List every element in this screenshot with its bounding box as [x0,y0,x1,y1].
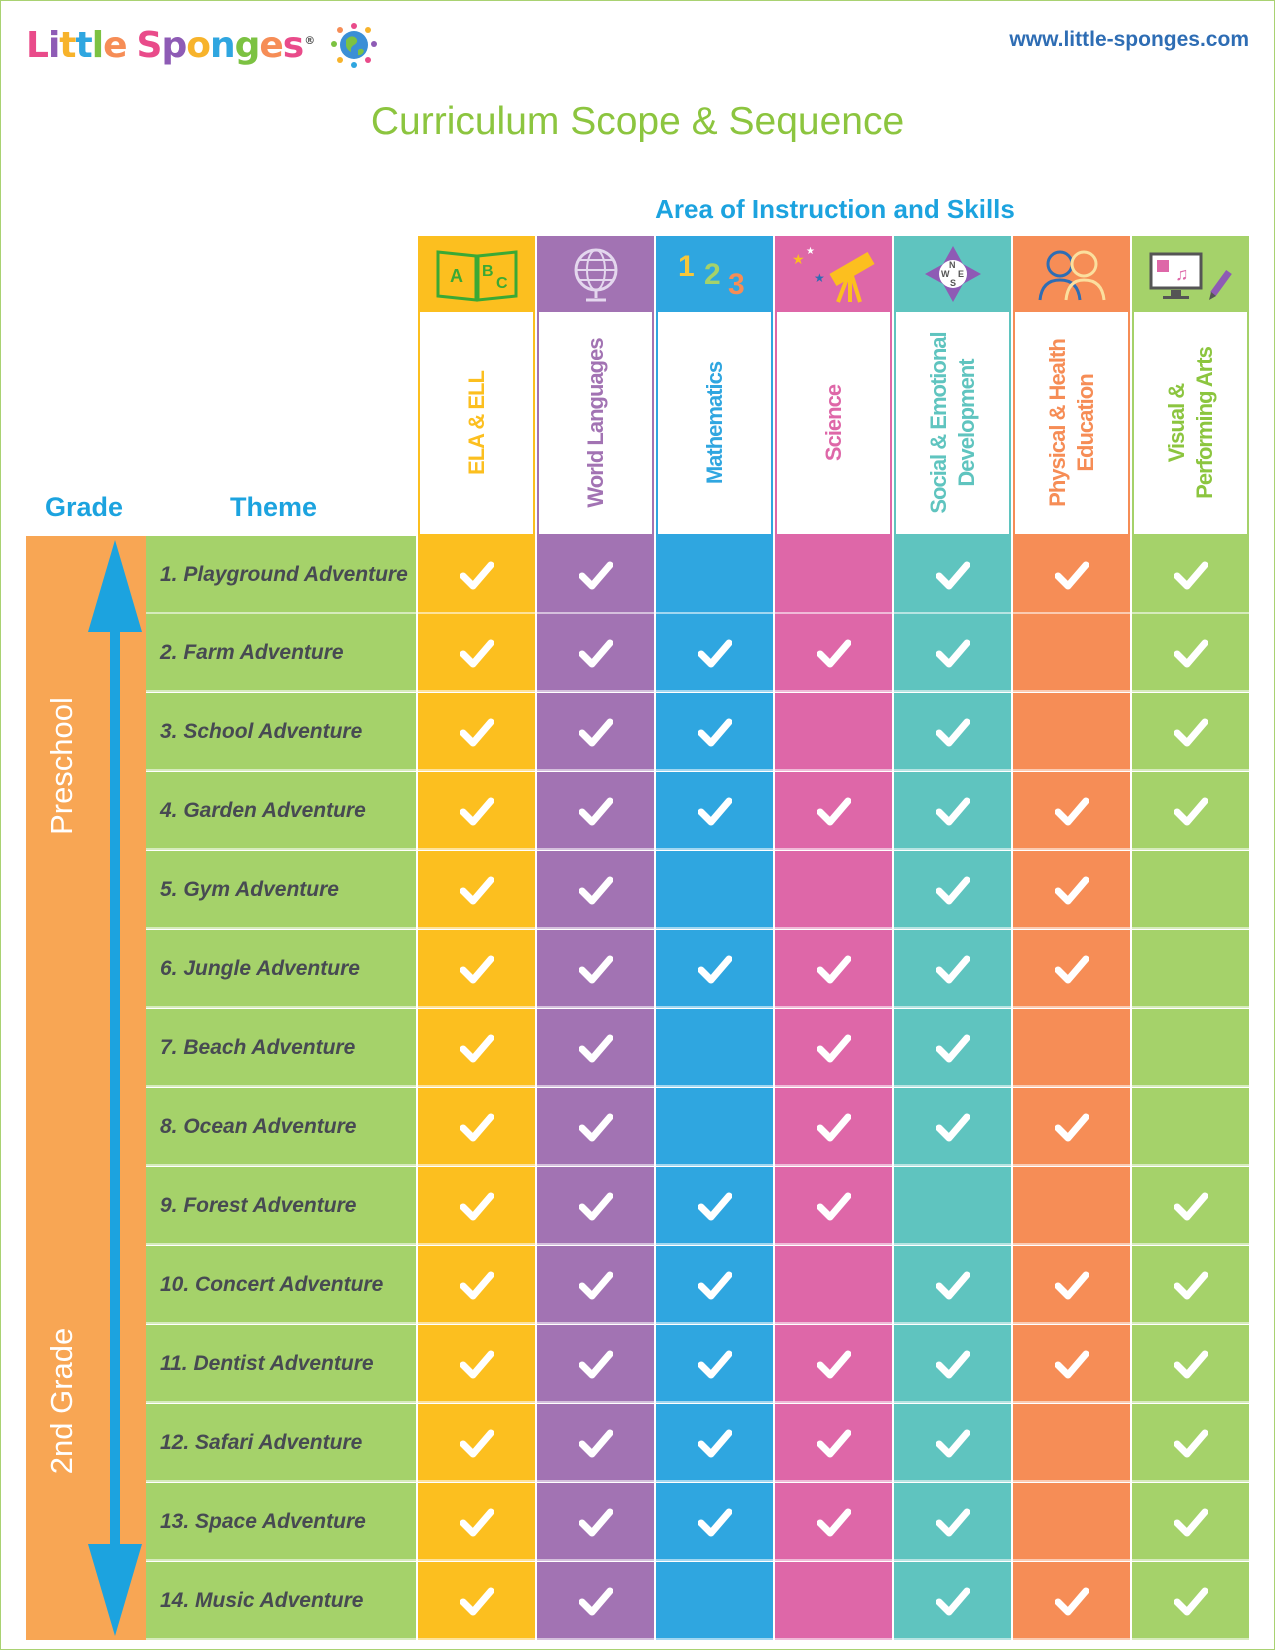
table-cell [537,1404,654,1482]
check-icon [817,796,851,826]
table-cell [894,614,1011,692]
column-label [1132,312,1249,536]
svg-text:N: N [948,260,955,270]
table-cell [656,693,773,771]
check-icon [817,1507,851,1537]
table-cell [1132,1325,1249,1403]
check-icon [817,1112,851,1142]
check-icon [460,1191,494,1221]
table-cell [1132,536,1249,614]
column-label [775,312,892,536]
check-icon [936,954,970,984]
table-cell [418,930,535,1008]
svg-text:C: C [495,275,508,292]
table-cell [894,930,1011,1008]
row-divider [146,1401,1250,1403]
table-cell [1013,536,1130,614]
table-cell [1132,614,1249,692]
grade-header: Grade [45,492,124,522]
check-icon [1055,560,1089,590]
row-divider [146,848,1250,850]
column-header-abc-book [418,236,535,536]
theme-label: 9. Forest Adventure [146,1167,416,1245]
abc-book-icon [418,236,535,312]
table-cell [894,772,1011,850]
table-cell [1132,1167,1249,1245]
table-cell [656,1562,773,1640]
check-icon [1174,1270,1208,1300]
check-icon [936,1270,970,1300]
grade-bar [26,536,146,1640]
svg-text:★: ★ [813,271,825,285]
column-label-line: Physical & Health [1044,339,1070,507]
check-icon [1174,1586,1208,1616]
theme-label: 5. Gym Adventure [146,851,416,929]
table-cell [1013,1246,1130,1324]
svg-text:2: 2 [703,258,721,291]
table-cell [1132,1088,1249,1166]
theme-label: 2. Farm Adventure [146,614,416,692]
svg-text:3: 3 [727,268,745,301]
row-divider [146,1085,1250,1087]
check-icon [579,1191,613,1221]
table-cell [537,1562,654,1640]
check-icon [1055,796,1089,826]
table-row [146,614,1250,692]
table-row [146,1167,1250,1245]
check-icon [1055,1112,1089,1142]
table-cell [775,930,892,1008]
svg-text:★: ★ [791,251,805,267]
column-label [418,312,535,536]
check-icon [460,1270,494,1300]
svg-text:1: 1 [677,250,695,283]
table-cell [775,1325,892,1403]
check-icon [698,1270,732,1300]
svg-text:★: ★ [805,246,815,257]
theme-label: 14. Music Adventure [146,1562,416,1640]
table-cell [418,1483,535,1561]
check-icon [460,875,494,905]
table-row [146,851,1250,929]
check-icon [817,1033,851,1063]
table-cell [1132,1009,1249,1087]
check-icon [1174,1428,1208,1458]
table-cell [537,1325,654,1403]
theme-header: Theme [230,492,318,522]
column-label-line: Performing Arts [1191,347,1217,499]
table-cell [1132,1562,1249,1640]
table-cell [656,1404,773,1482]
check-icon [579,1428,613,1458]
table-row [146,1562,1250,1640]
table-cell [1132,851,1249,929]
check-icon [579,638,613,668]
table-cell [775,614,892,692]
table-cell [1013,1088,1130,1166]
table-cell [1013,1562,1130,1640]
numbers-icon [656,236,773,312]
theme-label: 12. Safari Adventure [146,1404,416,1482]
theme-label: 1. Playground Adventure [146,536,416,614]
check-icon [817,638,851,668]
table-cell [1013,930,1130,1008]
theme-label: 7. Beach Adventure [146,1009,416,1087]
check-icon [460,954,494,984]
website-url[interactable]: www.little-sponges.com [1009,28,1249,51]
table-cell [775,1483,892,1561]
table-cell [1132,693,1249,771]
table-cell [656,851,773,929]
table-cell [1132,930,1249,1008]
table-cell [418,1009,535,1087]
brand-name: Little Sponges® [26,24,315,66]
table-cell [418,536,535,614]
table-cell [775,1088,892,1166]
check-icon [936,1428,970,1458]
check-icon [817,954,851,984]
globe-kids-icon [328,20,380,70]
table-cell [775,772,892,850]
column-label-line: Science [820,384,846,462]
check-icon [579,1112,613,1142]
check-icon [936,1112,970,1142]
check-icon [460,1033,494,1063]
table-cell [1013,1167,1130,1245]
check-icon [936,1033,970,1063]
table-cell [1013,1009,1130,1087]
column-header-art-screen [1132,236,1249,536]
column-label-line: Development [953,359,979,487]
check-icon [460,638,494,668]
globe-icon [537,236,654,312]
check-icon [579,717,613,747]
check-icon [936,638,970,668]
grade-end-label: 2nd Grade [44,1327,79,1475]
theme-label: 6. Jungle Adventure [146,930,416,1008]
column-label-line: World Languages [582,338,608,508]
table-cell [537,693,654,771]
table-cell [537,1088,654,1166]
check-icon [460,796,494,826]
column-header-compass [894,236,1011,536]
table-row [146,1088,1250,1166]
check-icon [460,1112,494,1142]
column-label-line: Visual & [1163,383,1189,463]
check-icon [1055,1586,1089,1616]
check-icon [817,1349,851,1379]
check-icon [936,717,970,747]
row-divider [146,1559,1250,1561]
check-icon [1055,1349,1089,1379]
table-cell [1013,614,1130,692]
table-row [146,693,1250,771]
table-cell [418,1246,535,1324]
check-icon [1174,1191,1208,1221]
table-cell [537,1167,654,1245]
table-cell [656,1483,773,1561]
table-cell [656,1167,773,1245]
table-cell [1013,1404,1130,1482]
table-cell [656,536,773,614]
table-cell [1132,1246,1249,1324]
table-cell [894,1088,1011,1166]
theme-label: 11. Dentist Adventure [146,1325,416,1403]
table-cell [656,614,773,692]
telescope-icon [775,236,892,312]
column-label [537,312,654,536]
logo[interactable] [26,20,380,70]
table-cell [894,1404,1011,1482]
column-label [1013,312,1130,536]
table-cell [775,693,892,771]
table-cell [894,1246,1011,1324]
table-cell [418,614,535,692]
table-row [146,1009,1250,1087]
table-cell [894,1167,1011,1245]
table-cell [775,1246,892,1324]
table-cell [418,772,535,850]
table-cell [1132,772,1249,850]
table-cell [894,1009,1011,1087]
column-header-telescope [775,236,892,536]
table-cell [894,536,1011,614]
table-cell [418,851,535,929]
column-label-line: ELA & ELL [463,371,489,475]
check-icon [579,875,613,905]
grade-start-label: Preschool [44,697,79,835]
art-screen-icon [1132,236,1249,312]
table-cell [894,1483,1011,1561]
people-icon [1013,236,1130,312]
check-icon [698,1191,732,1221]
column-header-globe [537,236,654,536]
table-cell [418,1325,535,1403]
check-icon [936,1586,970,1616]
row-divider [146,769,1250,771]
table-cell [1013,772,1130,850]
check-icon [817,1428,851,1458]
table-cell [418,1088,535,1166]
area-title: Area of Instruction and Skills [655,194,1015,224]
check-icon [936,1349,970,1379]
check-icon [1055,1270,1089,1300]
check-icon [579,1033,613,1063]
table-cell [894,1562,1011,1640]
row-divider [146,1006,1250,1008]
table-cell [894,851,1011,929]
row-divider [146,1480,1250,1482]
table-cell [537,772,654,850]
table-cell [656,1325,773,1403]
row-divider [146,1638,1250,1640]
check-icon [579,1507,613,1537]
check-icon [817,1191,851,1221]
row-divider [146,690,1250,692]
table-cell [537,614,654,692]
theme-label: 3. School Adventure [146,693,416,771]
check-icon [579,560,613,590]
check-icon [1174,717,1208,747]
table-cell [537,930,654,1008]
theme-label: 10. Concert Adventure [146,1246,416,1324]
table-cell [537,1009,654,1087]
table-cell [775,1009,892,1087]
theme-label: 4. Garden Adventure [146,772,416,850]
svg-text:W: W [940,269,949,279]
column-header-people [1013,236,1130,536]
page-title: Curriculum Scope & Sequence [370,100,905,143]
table-row [146,1404,1250,1482]
check-icon [1174,638,1208,668]
theme-label: 13. Space Adventure [146,1483,416,1561]
column-label-line: Education [1072,374,1098,472]
table-cell [1013,1483,1130,1561]
check-icon [460,1586,494,1616]
check-icon [579,1586,613,1616]
check-icon [460,560,494,590]
table-cell [1132,1483,1249,1561]
theme-label: 8. Ocean Adventure [146,1088,416,1166]
check-icon [579,954,613,984]
table-cell [656,772,773,850]
table-row [146,1483,1250,1561]
check-icon [1174,560,1208,590]
check-icon [1174,1349,1208,1379]
check-icon [579,796,613,826]
svg-text:♫: ♫ [1174,264,1188,284]
row-divider [146,1243,1250,1245]
table-cell [656,1088,773,1166]
svg-text:A: A [449,266,463,286]
table-cell [775,536,892,614]
table-cell [775,851,892,929]
svg-text:S: S [949,278,956,288]
check-icon [936,796,970,826]
check-icon [698,1349,732,1379]
check-icon [460,1428,494,1458]
table-cell [775,1562,892,1640]
table-cell [775,1167,892,1245]
column-label-line: Social & Emotional [925,332,951,514]
check-icon [936,875,970,905]
table-row [146,1325,1250,1403]
table-cell [656,930,773,1008]
column-label [894,312,1011,536]
check-icon [936,560,970,590]
check-icon [698,796,732,826]
check-icon [1174,1507,1208,1537]
check-icon [698,638,732,668]
table-cell [1013,693,1130,771]
svg-text:E: E [957,269,964,279]
table-cell [537,536,654,614]
column-header-numbers [656,236,773,536]
table-cell [418,693,535,771]
svg-text:B: B [481,263,494,280]
check-icon [460,1349,494,1379]
check-icon [1055,954,1089,984]
table-cell [418,1404,535,1482]
row-divider [146,1164,1250,1166]
table-cell [537,851,654,929]
check-icon [579,1270,613,1300]
check-icon [460,1507,494,1537]
table-row [146,930,1250,1008]
table-row [146,1246,1250,1324]
table-row [146,536,1250,614]
check-icon [936,1507,970,1537]
check-icon [579,1349,613,1379]
table-cell [418,1562,535,1640]
table-cell [1013,851,1130,929]
table-cell [1013,1325,1130,1403]
table-cell [894,1325,1011,1403]
check-icon [1055,875,1089,905]
table-row [146,772,1250,850]
table-cell [537,1483,654,1561]
row-divider [146,927,1250,929]
check-icon [460,717,494,747]
check-icon [698,1428,732,1458]
check-icon [698,1507,732,1537]
compass-icon [894,236,1011,312]
table-cell [1132,1404,1249,1482]
check-icon [698,954,732,984]
table-cell [656,1009,773,1087]
check-icon [698,717,732,747]
table-cell [775,1404,892,1482]
column-label [656,312,773,536]
check-icon [1174,796,1208,826]
row-divider [146,1322,1250,1324]
column-label-line: Mathematics [701,361,727,485]
table-cell [537,1246,654,1324]
table-cell [418,1167,535,1245]
table-cell [894,693,1011,771]
table-cell [656,1246,773,1324]
